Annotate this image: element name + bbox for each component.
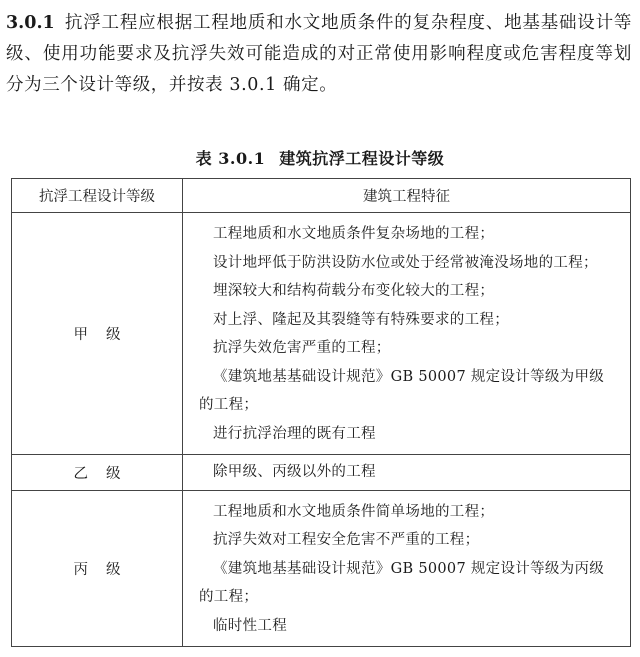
features-cell	[183, 490, 631, 647]
feature-item: 对上浮、隆起及其裂缝等有特殊要求的工程；	[213, 311, 509, 328]
grade-cell	[12, 455, 183, 491]
table-caption	[0, 146, 640, 169]
grade-cell	[12, 490, 183, 647]
feature-item: 埋深较大和结构荷载分布变化较大的工程；	[213, 283, 495, 299]
clause-text: 抗浮工程应根据工程地质和水文地质条件的复杂程度、地基基础设计等级、使用功能要求及抗浮失效可能造成的对正常使用影响程度或危害程度等划分为三个设计等级，并按表 3.0.1 确定。	[6, 13, 632, 95]
grade-label: 甲级	[73, 327, 139, 343]
clause-number: 3.0.1	[6, 13, 55, 33]
grade-cell	[12, 213, 183, 455]
feature-item: 抗浮失效危害严重的工程；	[213, 340, 391, 356]
header-engineering-features: 建筑工程特征	[183, 179, 631, 213]
feature-item: 《建筑地基基础设计规范》GB 50007 规定设计等级为丙级的工程；	[199, 560, 605, 605]
table-row-grade-c	[12, 490, 631, 647]
feature-item: 临时性工程	[213, 617, 287, 634]
grade-label: 丙级	[73, 561, 139, 578]
table-header-row	[12, 179, 631, 213]
features-cell	[183, 213, 631, 455]
table-caption-title: 建筑抗浮工程设计等级	[279, 149, 445, 168]
header-design-grade: 抗浮工程设计等级	[12, 179, 183, 213]
table-row-grade-a	[12, 213, 631, 455]
feature-item: 抗浮失效对工程安全危害不严重的工程；	[213, 532, 480, 548]
table-caption-number: 表 3.0.1	[195, 149, 266, 168]
grade-label: 乙级	[73, 465, 139, 482]
table-row-grade-b	[12, 455, 631, 491]
features-cell	[183, 455, 631, 491]
feature-item: 设计地坪低于防洪设防水位或处于经常被淹没场地的工程；	[213, 254, 598, 271]
feature-item: 工程地质和水文地质条件复杂场地的工程；	[213, 226, 495, 242]
feature-item: 进行抗浮治理的既有工程	[213, 425, 376, 442]
feature-item: 《建筑地基基础设计规范》GB 50007 规定设计等级为甲级的工程；	[199, 368, 605, 413]
design-grade-table	[11, 178, 631, 647]
feature-item: 除甲级、丙级以外的工程	[213, 464, 376, 480]
clause-paragraph	[6, 8, 632, 101]
feature-item: 工程地质和水文地质条件简单场地的工程；	[213, 503, 495, 520]
